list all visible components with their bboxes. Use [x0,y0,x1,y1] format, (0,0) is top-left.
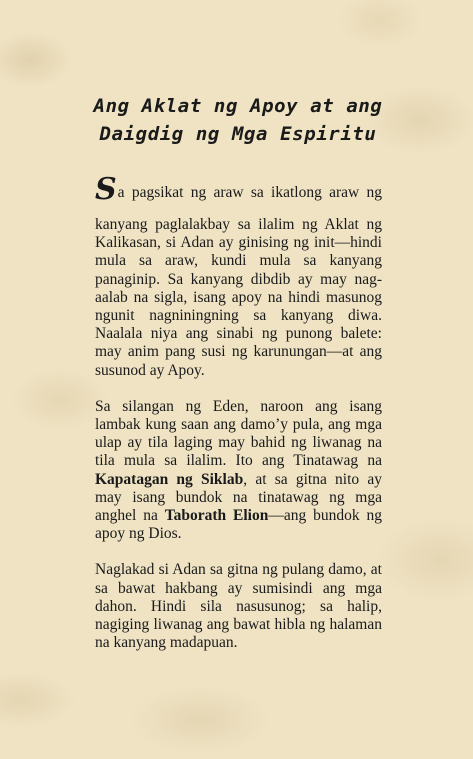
paragraph-3-text: Naglakad si Adan sa gitna ng pulang damo, at sa bawat hakbang ay sumisindi ang mga dahon. Hindi sila nasusunog; sa halip, nagiging liwanag ang bawat hibla ng halaman na kanyang madapuan. [95,561,382,652]
paragraph-1 [95,172,382,380]
paragraph-2 [95,398,382,544]
chapter-title-line-1: Ang Aklat ng Apoy at ang [93,95,383,117]
paragraph-2-text-a: Sa silangan ng Eden, naroon ang isang lambak kung saan ang damo’y pula, ang mga ulap ay tila laging may bahid ng liwanag na tila mula sa ilalim. Ito ang Tinatawag na [95,397,382,470]
paragraph-1-opening-text: a pagsikat ng araw sa ikatlong araw ng [117,184,382,201]
paragraph-3 [95,561,382,652]
drop-cap: S [95,172,117,207]
place-name-kapatagan: Kapatagan ng Siklab [95,470,244,488]
paragraph-1-text: kanyang paglalakbay sa ilalim ng Aklat ng Kalikasan, si Adan ay ginising ng init—hindi mula sa araw, kundi mula sa kanyang panaginip. Sa kanyang dibdib ay may nag-aalab na sigla, isang apoy na hindi masunog ngunit nagniningning sa kanyang diwa. Naalala niya ang sinabi ng punong balete: may anim pang susi ng karunungan—at ang susunod ay Apoy. [95,216,382,379]
paragraph-2-text-c: —ang bundok ng apoy ng Dios. [95,507,382,543]
paragraph-2-text-b: , at sa gitna nito ay may isang bundok na tinatawag ng mga anghel na [95,470,382,525]
chapter-title-line-2: Daigdig ng Mga Espiritu [99,123,377,145]
chapter-body [95,172,382,670]
place-name-taborath: Taborath Elion [164,507,269,525]
chapter-title [60,92,416,148]
paragraph-1-first-line [95,172,382,216]
